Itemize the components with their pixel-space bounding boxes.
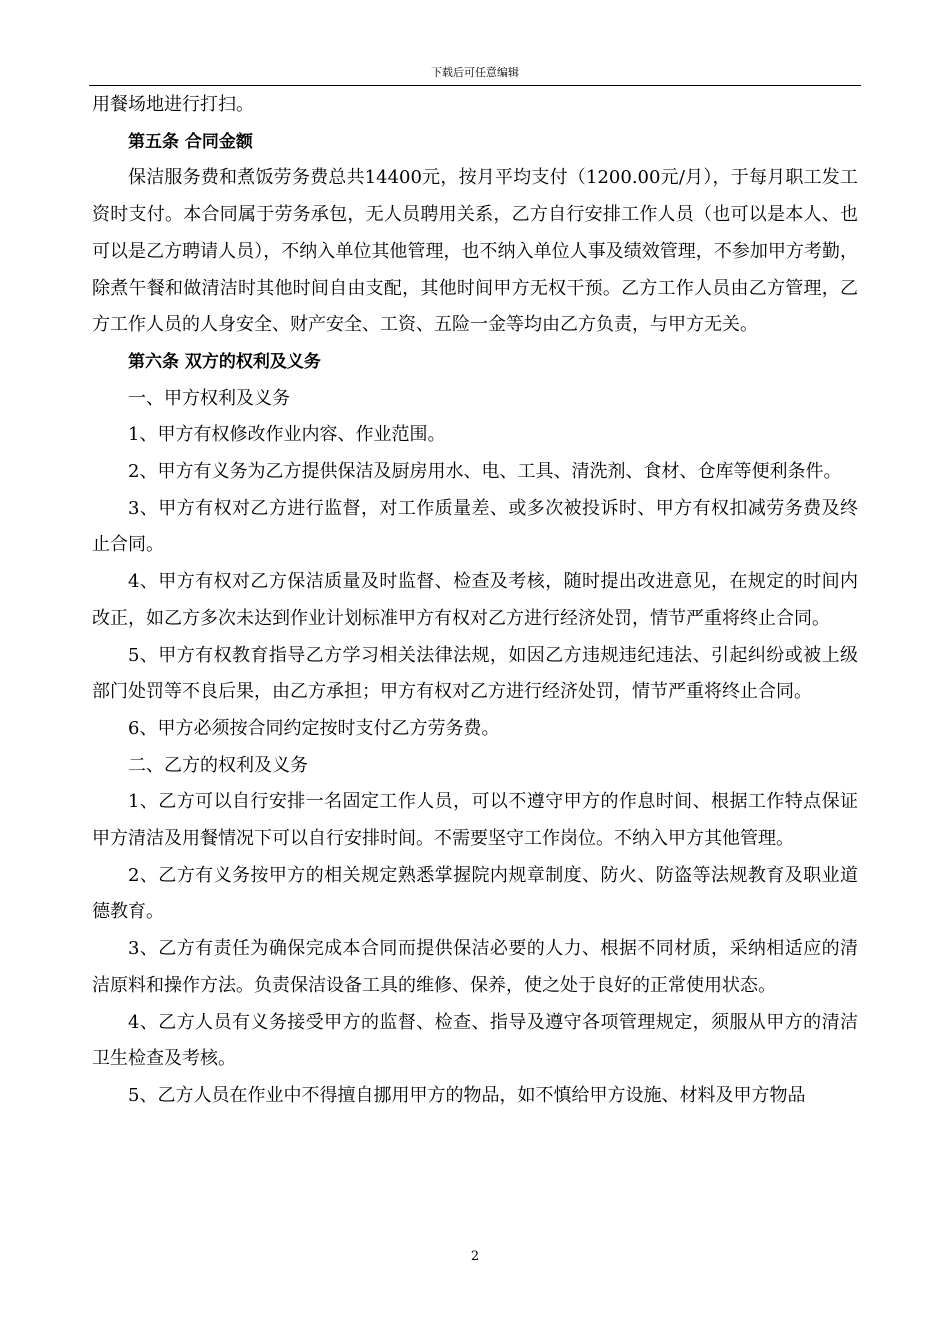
paragraph-continuation: 用餐场地进行打扫。 [92, 94, 254, 115]
clause-b-5: 5、乙方人员在作业中不得擅自挪用甲方的物品，如不慎给甲方设施、材料及甲方物品 [128, 1084, 806, 1106]
document-body [92, 87, 858, 1115]
page-number: 2 [470, 1249, 480, 1264]
clause-a-4: 4、甲方有权对乙方保洁质量及时监督、检查及考核，随时提出改进意见，在规定的时间内改正，如乙方多次未达到作业计划标准甲方有权对乙方进行经济处罚，情节严重将终止合同。 [92, 571, 858, 629]
clause-a-1: 1、甲方有权修改作业内容、作业范围。 [128, 424, 446, 446]
clause-a-2: 2、甲方有义务为乙方提供保洁及厨房用水、电、工具、清洗剂、食材、仓库等便利条件。 [128, 461, 842, 483]
clause-a-6: 6、甲方必须按合同约定按时支付乙方劳务费。 [128, 717, 500, 739]
clause-a-5: 5、甲方有权教育指导乙方学习相关法律法规，如因乙方违规违纪违法、引起纠纷或被上级部门处罚等不良后果，由乙方承担；甲方有权对乙方进行经济处罚，情节严重将终止合同。 [92, 644, 858, 703]
subsection-party-a: 一、甲方权利及义务 [128, 387, 290, 409]
subsection-party-b: 二、乙方的权利及义务 [128, 754, 308, 776]
clause-a-3: 3、甲方有权对乙方进行监督，对工作质量差、或多次被投诉时、甲方有权扣减劳务费及终止合同。 [92, 497, 858, 556]
clause-b-2: 2、乙方有义务按甲方的相关规定熟悉掌握院内规章制度、防火、防盗等法规教育及职业道德教育。 [92, 864, 858, 923]
clause-b-3: 3、乙方有责任为确保完成本合同而提供保洁必要的人力、根据不同材质，采纳相适应的清洁原料和操作方法。负责保洁设备工具的维修、保养，使之处于良好的正常使用状态。 [92, 938, 858, 996]
page-header: 下载后可任意编辑 [431, 66, 519, 79]
section-heading-article-5: 第五条 合同金额 [128, 131, 253, 152]
header-divider [89, 85, 861, 86]
clause-b-1: 1、乙方可以自行安排一名固定工作人员，可以不遵守甲方的作息时间、根据工作特点保证甲方清洁及用餐情况下可以自行安排时间。不需要坚守工作岗位。不纳入甲方其他管理。 [92, 791, 858, 850]
section-heading-article-6: 第六条 双方的权利及义务 [128, 351, 321, 372]
clause-b-4: 4、乙方人员有义务接受甲方的监督、检查、指导及遵守各项管理规定，须服从甲方的清洁卫生检查及考核。 [92, 1011, 858, 1070]
paragraph-contract-amount: 保洁服务费和煮饭劳务费总共14400元，按月平均支付（1200.00元/月），于每月职工发工资时支付。本合同属于劳务承包，无人员聘用关系，乙方自行安排工作人员（也可以是本人、也可以是乙方聘请人员），不纳入单位其他管理，也不纳入单位人事及绩效管理，不参加甲方考勤，除煮午餐和做清洁时其他时间自由支配，其他时间甲方无权干预。乙方工作人员由乙方管理，乙方工作人员的人身安全、财产安全、工资、五险一金等均由乙方负责，与甲方无关。 [92, 167, 858, 336]
